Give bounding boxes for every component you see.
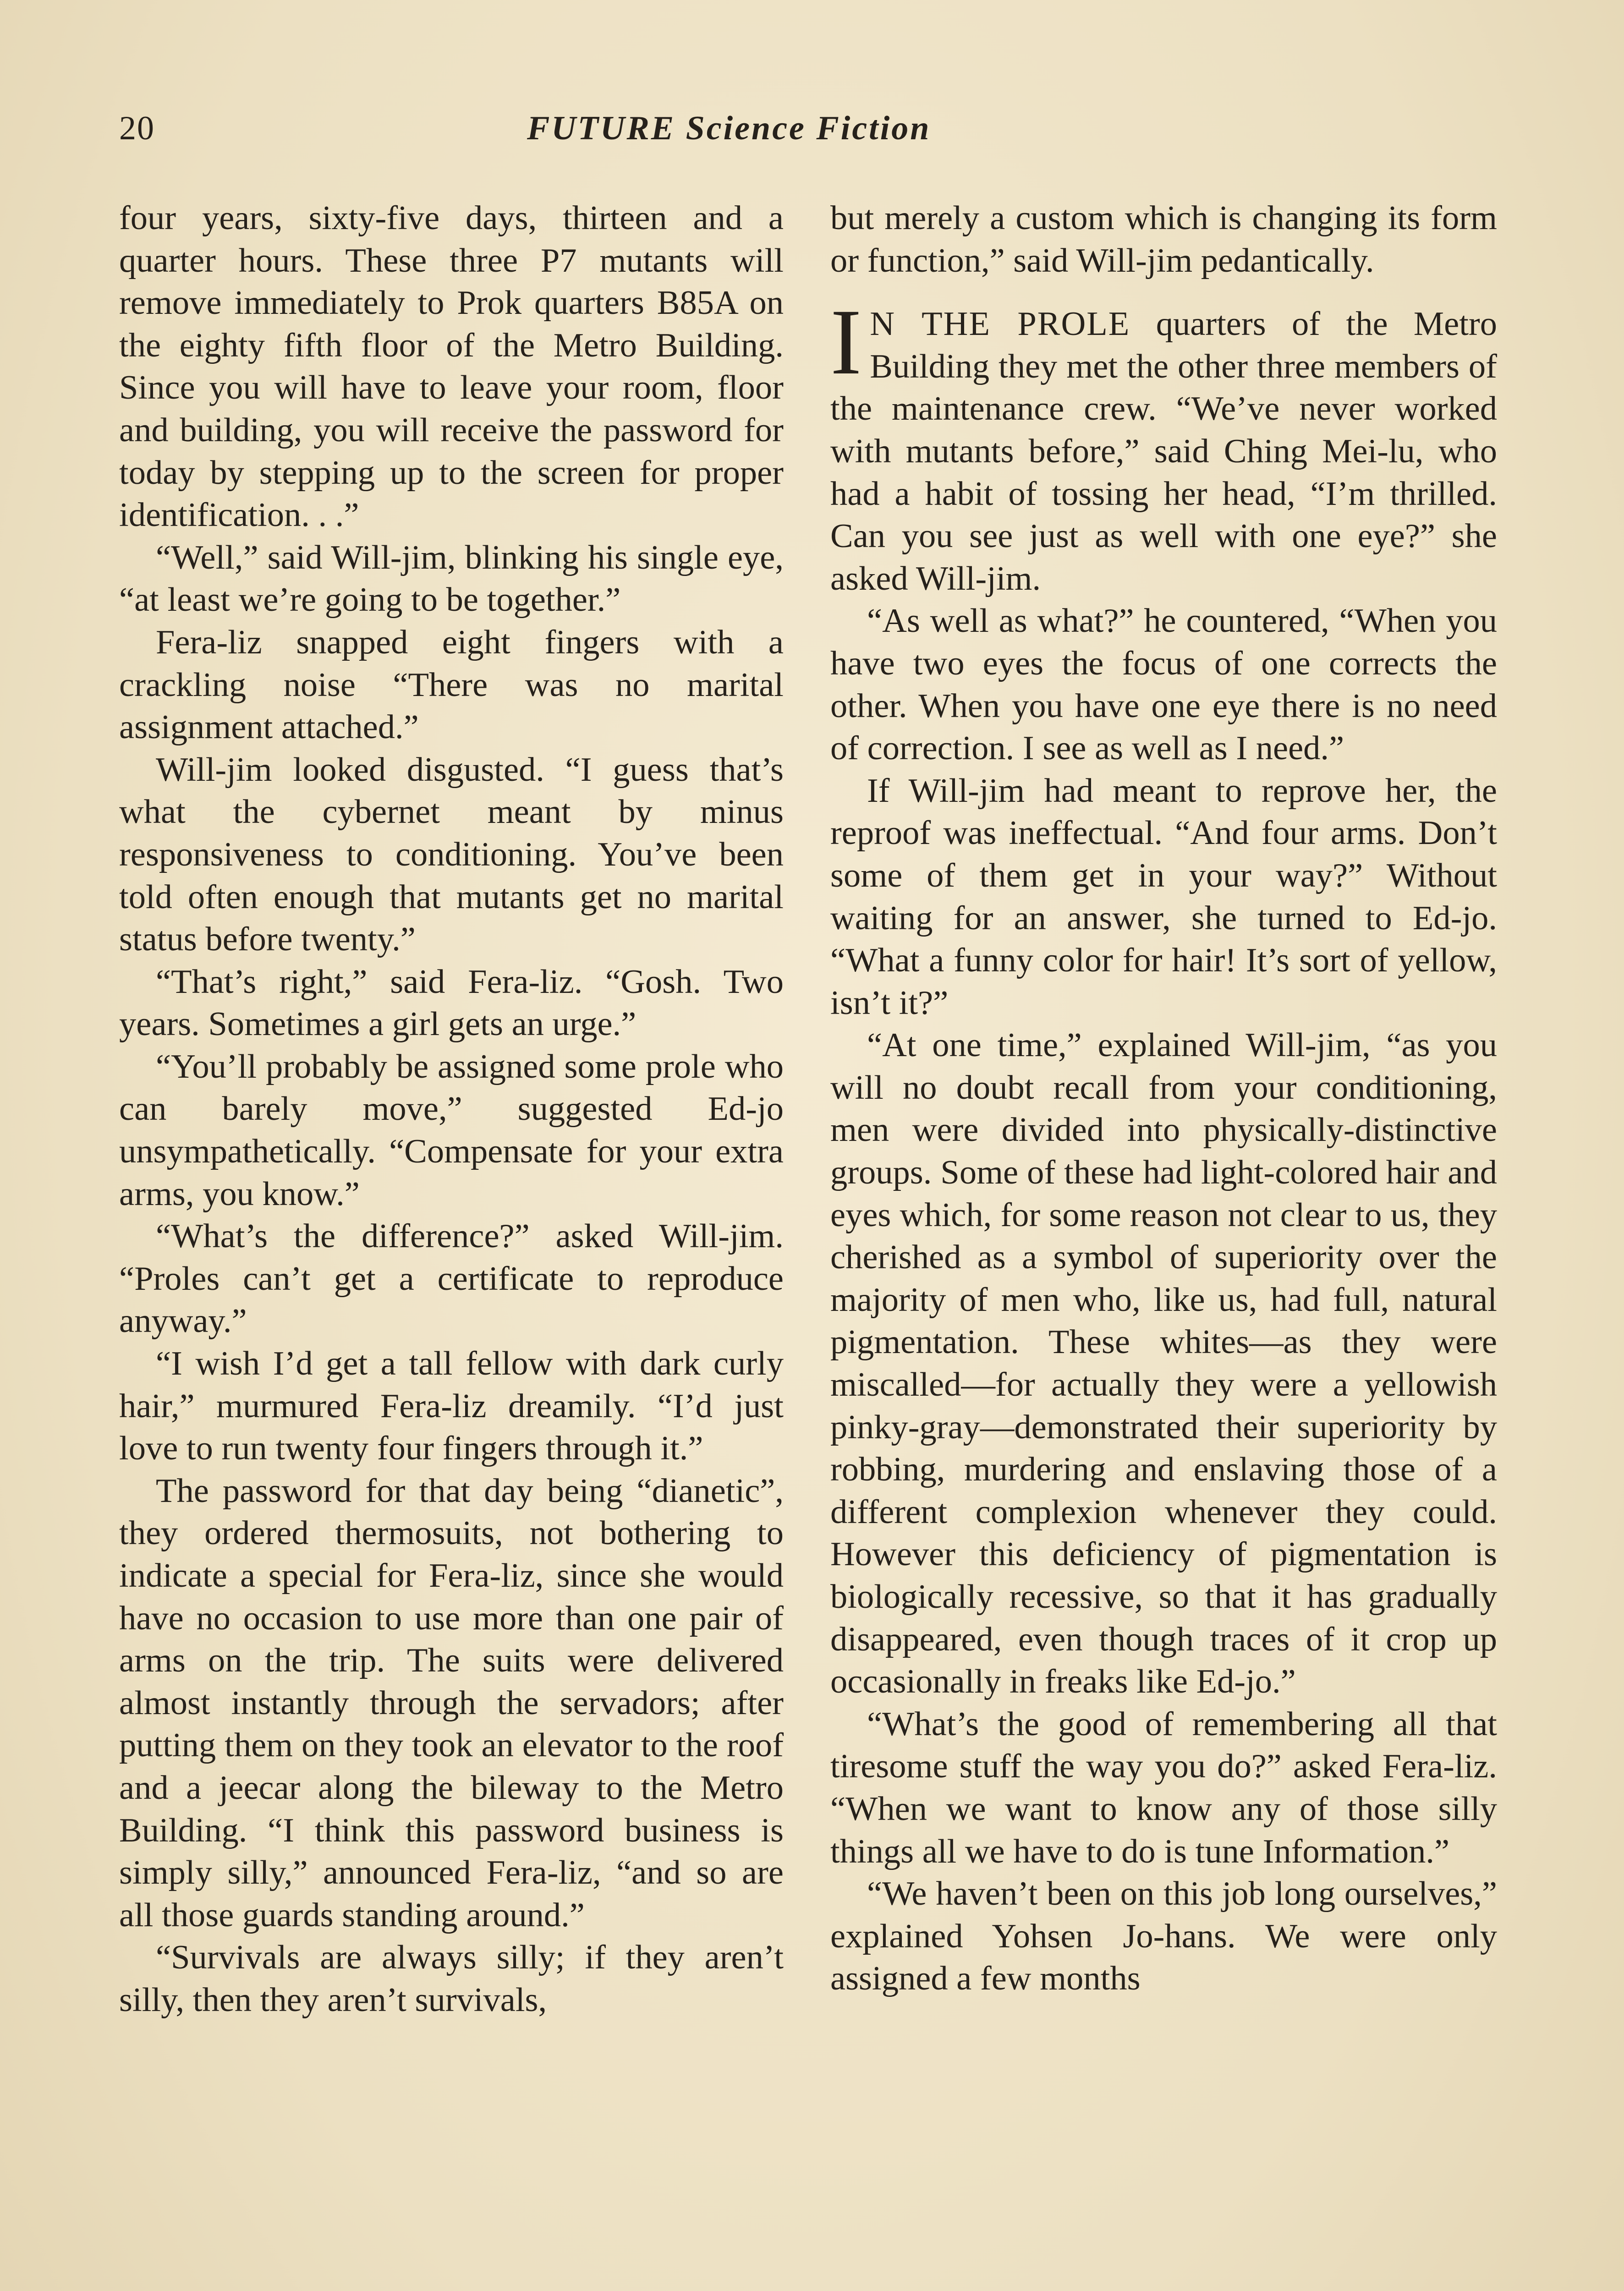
paragraph: “I wish I’d get a tall fellow with dark curly hair,” murmured Fera-liz dreamily. “I’d just love to run twenty four fingers through it.” xyxy=(119,1345,784,1468)
paragraph: The password for that day being “dianetic”, they ordered thermosuits, not bothering to indicate a special for Fera-liz, since she would have no occasion to use more than one pair of arms on the trip. The suits were delivered almost instantly through the servadors; after putting them on they took an elevator to the roof and a jeecar along the bileway to the Metro Building. “I think this password business is simply silly,” announced Fera-liz, “and so are all those guards standing around.” xyxy=(119,1472,784,1934)
paragraph: “At one time,” explained Will-jim, “as you will no doubt recall from your conditioning, men were divided into physically-distinctive groups. Some of these had light-colored hair and eyes which, for some reason not clear to us, they cherished as a symbol of superiority over the majority of men who, like us, had full, natural pigmentation. These whites—as they were miscalled—for actually they were a yellowish pinky-gray—demonstrated their superiority by robbing, murdering and enslaving those of a different complexion whenever they could. However this deficiency of pigmentation is biologically recessive, so that it has gradually disappeared, even though traces of it crop up occasionally in freaks like Ed-jo.” xyxy=(830,1026,1497,1701)
paragraph: “That’s right,” said Fera-liz. “Gosh. Two years. Sometimes a girl gets an urge.” xyxy=(119,963,784,1043)
paragraph: “We haven’t been on this job long ourselves,” explained Yohsen Jo-hans. We were only assigned a few months xyxy=(830,1875,1497,1998)
section-text: quarters of the Metro Building they met the other three members of the maintenance crew. “We’ve never worked with mutants before,” said Ching Mei-lu, who had a habit of tossing her head, “I’m thrilled. Can you see just as well with one eye?” she asked Will-jim. xyxy=(830,305,1497,597)
paragraph: “As well as what?” he countered, “When you have two eyes the focus of one corrects the other. When you have one eye there is no need of correction. I see as well as I need.” xyxy=(830,602,1497,767)
paragraph: “Well,” said Will-jim, blinking his single eye, “at least we’re going to be together.” xyxy=(119,538,784,619)
section-opening-paragraph xyxy=(830,290,1497,600)
paragraph: four years, sixty-five days, thirteen and a quarter hours. These three P7 mutants will remove immediately to Prok quarters B85A on the eighty fifth floor of the Metro Building. Since you will have to leave your room, floor and building, you will receive the password for today by stepping up to the screen for proper identification. . .” xyxy=(119,199,784,534)
page-number: 20 xyxy=(119,110,155,147)
paragraph: “What’s the difference?” asked Will-jim. “Proles can’t get a certificate to reproduce anyway.” xyxy=(119,1217,784,1340)
left-column xyxy=(119,197,784,2022)
paragraph: Will-jim looked disgusted. “I guess that’s what the cybernet meant by minus responsiveness to conditioning. You’ve been told often enough that mutants get no marital status before twenty.” xyxy=(119,751,784,959)
paragraph: “Survivals are always silly; if they aren’t silly, then they aren’t survivals, xyxy=(119,1939,784,2019)
drop-cap: I xyxy=(830,290,862,395)
section-lead-in: N THE PROLE xyxy=(870,305,1130,343)
running-head: FUTURE Science Fiction xyxy=(527,110,931,147)
paragraph: “You’ll probably be assigned some prole who can barely move,” suggested Ed-jo unsympathetically. “Compensate for your extra arms, you know.” xyxy=(119,1047,784,1213)
right-column xyxy=(830,197,1497,2000)
paragraph: If Will-jim had meant to reprove her, the reproof was ineffectual. “And four arms. Don’t some of them get in your way?” Without waiting for an answer, she turned to Ed-jo. “What a funny color for hair! It’s sort of yellow, isn’t it?” xyxy=(830,772,1497,1022)
paragraph: “What’s the good of remembering all that tiresome stuff the way you do?” asked Fera-liz. “When we want to know any of those silly things all we have to do is tune Information.” xyxy=(830,1705,1497,1870)
paragraph: but merely a custom which is changing its form or function,” said Will-jim pedantically. xyxy=(830,199,1497,280)
paragraph: Fera-liz snapped eight fingers with a crackling noise “There was no marital assignment attached.” xyxy=(119,623,784,746)
